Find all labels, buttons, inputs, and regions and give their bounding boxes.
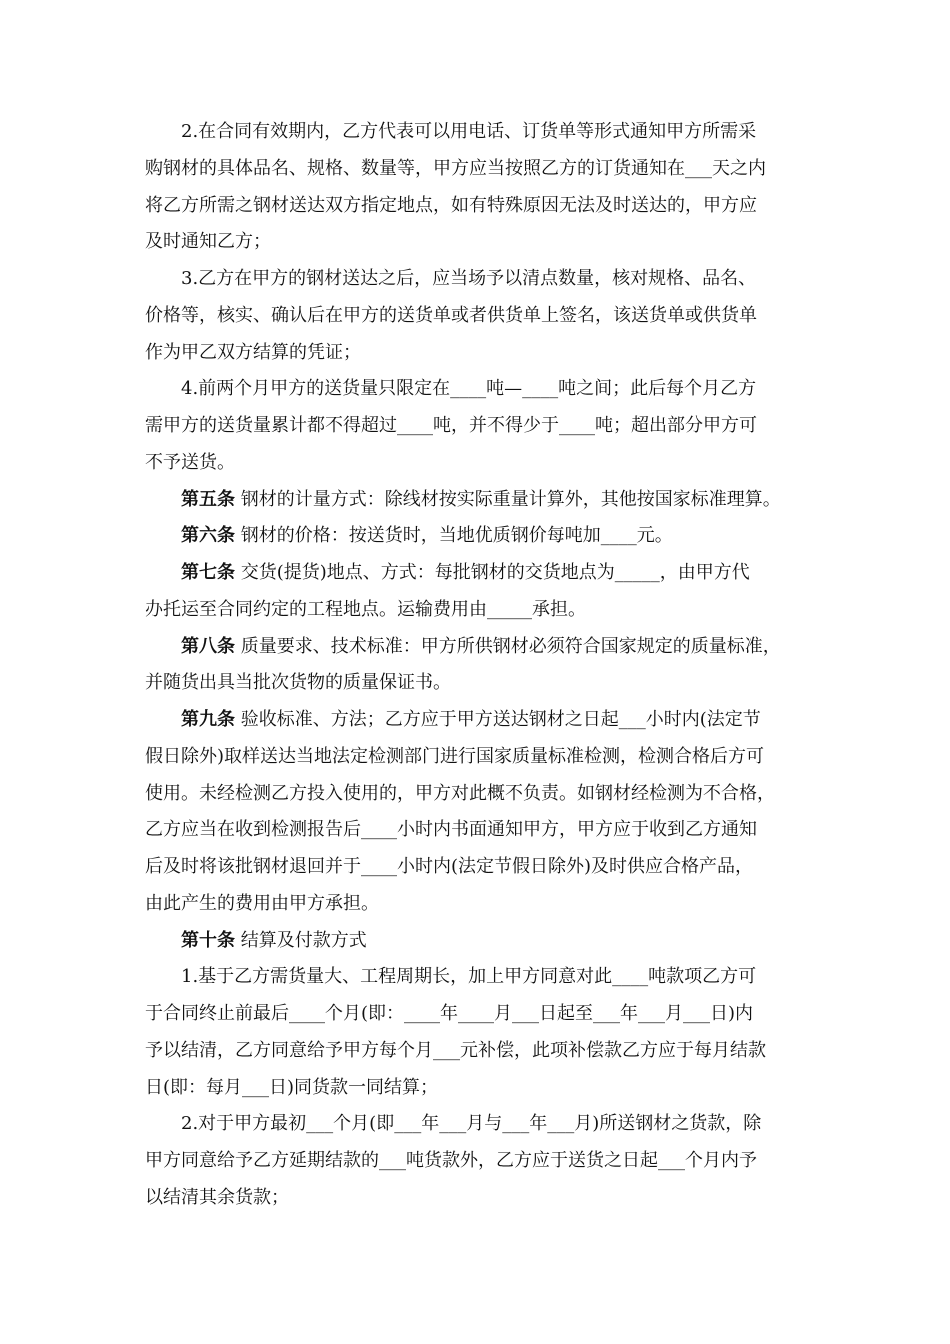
line-text: 结算及付款方式 [235, 929, 367, 951]
text-line [181, 1112, 761, 1136]
text-line [181, 561, 750, 585]
line-text: 2.在合同有效期内，乙方代表可以用电话、订货单等形式通知甲方所需采 [181, 121, 757, 142]
text-line [145, 855, 753, 879]
line-text: 钢材的价格：按送货时，当地优质钢价每吨加____元。 [235, 525, 673, 547]
line-text: 作为甲乙双方结算的凭证； [145, 341, 361, 363]
line-text: 交货(提货)地点、方式：每批钢材的交货地点为_____，由甲方代 [235, 562, 750, 583]
text-line [145, 304, 757, 328]
line-text: 后及时将该批钢材退回并于____小时内(法定节假日除外)及时供应合格产品， [145, 856, 754, 877]
text-line [181, 635, 781, 659]
text-line [181, 120, 756, 144]
line-text: 价格等，核实、确认后在甲方的送货单或者供货单上签名，该送货单或供货单 [145, 304, 757, 326]
text-line [145, 782, 775, 806]
line-text: 假日除外)取样送达当地法定检测部门进行国家质量标准检测，检测合格后方可 [145, 745, 765, 767]
text-line [145, 598, 586, 622]
text-line [181, 267, 756, 291]
text-line [145, 451, 235, 475]
text-line [145, 1039, 766, 1063]
article-label: 第五条 [181, 488, 235, 510]
line-text: 购钢材的具体品名、规格、数量等，甲方应当按照乙方的订货通知在___天之内 [145, 157, 766, 179]
text-line [181, 488, 781, 512]
line-text: 将乙方所需之钢材送达双方指定地点，如有特殊原因无法及时送达的，甲方应 [145, 194, 757, 216]
text-line [145, 194, 757, 218]
article-label: 第九条 [181, 709, 235, 730]
line-text: 质量要求、技术标准：甲方所供钢材必须符合国家规定的质量标准， [235, 635, 781, 657]
text-line [145, 745, 764, 769]
text-line [145, 341, 361, 365]
line-text: 4.前两个月甲方的送货量只限定在____吨—____吨之间；此后每个月乙方 [181, 378, 757, 400]
text-line [145, 157, 766, 181]
line-text: 并随货出具当批次货物的质量保证书。 [145, 672, 451, 694]
text-line [181, 708, 761, 732]
text-line [181, 965, 756, 989]
text-line [181, 929, 367, 953]
text-line [181, 524, 673, 548]
line-text: 办托运至合同约定的工程地点。运输费用由_____承担。 [145, 598, 586, 620]
line-text: 由此产生的费用由甲方承担。 [145, 892, 379, 914]
text-line [145, 1076, 438, 1100]
text-line [145, 1149, 757, 1173]
text-line [181, 377, 756, 401]
text-line [145, 230, 271, 254]
article-label: 第十条 [181, 929, 235, 951]
text-line [145, 414, 757, 438]
article-label: 第七条 [181, 562, 235, 583]
line-text: 钢材的计量方式：除线材按实际重量计算外，其他按国家标准理算。 [235, 488, 781, 510]
line-text: 以结清其余货款； [145, 1186, 289, 1208]
text-line [145, 1186, 289, 1210]
text-line [145, 892, 379, 916]
line-text: 于合同终止前最后____个月(即：____年____月___日起至___年___月___日)内 [145, 1003, 754, 1024]
text-line [145, 818, 757, 842]
text-line [145, 671, 451, 695]
line-text: 验收标准、方法；乙方应于甲方送达钢材之日起___小时内(法定节 [235, 709, 761, 730]
line-text: 2.对于甲方最初___个月(即___年___月与___年___月)所送钢材之货款，除 [181, 1113, 762, 1135]
line-text: 需甲方的送货量累计都不得超过____吨，并不得少于____吨；超出部分甲方可 [145, 415, 757, 436]
line-text: 予以结清，乙方同意给予甲方每个月___元补偿，此项补偿款乙方应于每月结款 [145, 1039, 766, 1061]
line-text: 乙方应当在收到检测报告后____小时内书面通知甲方，甲方应于收到乙方通知 [145, 819, 757, 841]
line-text: 1.基于乙方需货量大、工程周期长，加上甲方同意对此____吨款项乙方可 [181, 966, 757, 988]
article-label: 第六条 [181, 525, 235, 547]
line-text: 使用。未经检测乙方投入使用的，甲方对此概不负责。如钢材经检测为不合格， [145, 782, 775, 804]
article-label: 第八条 [181, 635, 235, 657]
line-text: 不予送货。 [145, 451, 235, 473]
line-text: 日(即：每月___日)同货款一同结算； [145, 1076, 439, 1098]
line-text: 及时通知乙方； [145, 231, 271, 253]
line-text: 甲方同意给予乙方延期结款的___吨货款外，乙方应于送货之日起___个月内予 [145, 1150, 757, 1171]
line-text: 3.乙方在甲方的钢材送达之后，应当场予以清点数量，核对规格、品名、 [181, 268, 757, 289]
text-line [145, 1002, 753, 1026]
